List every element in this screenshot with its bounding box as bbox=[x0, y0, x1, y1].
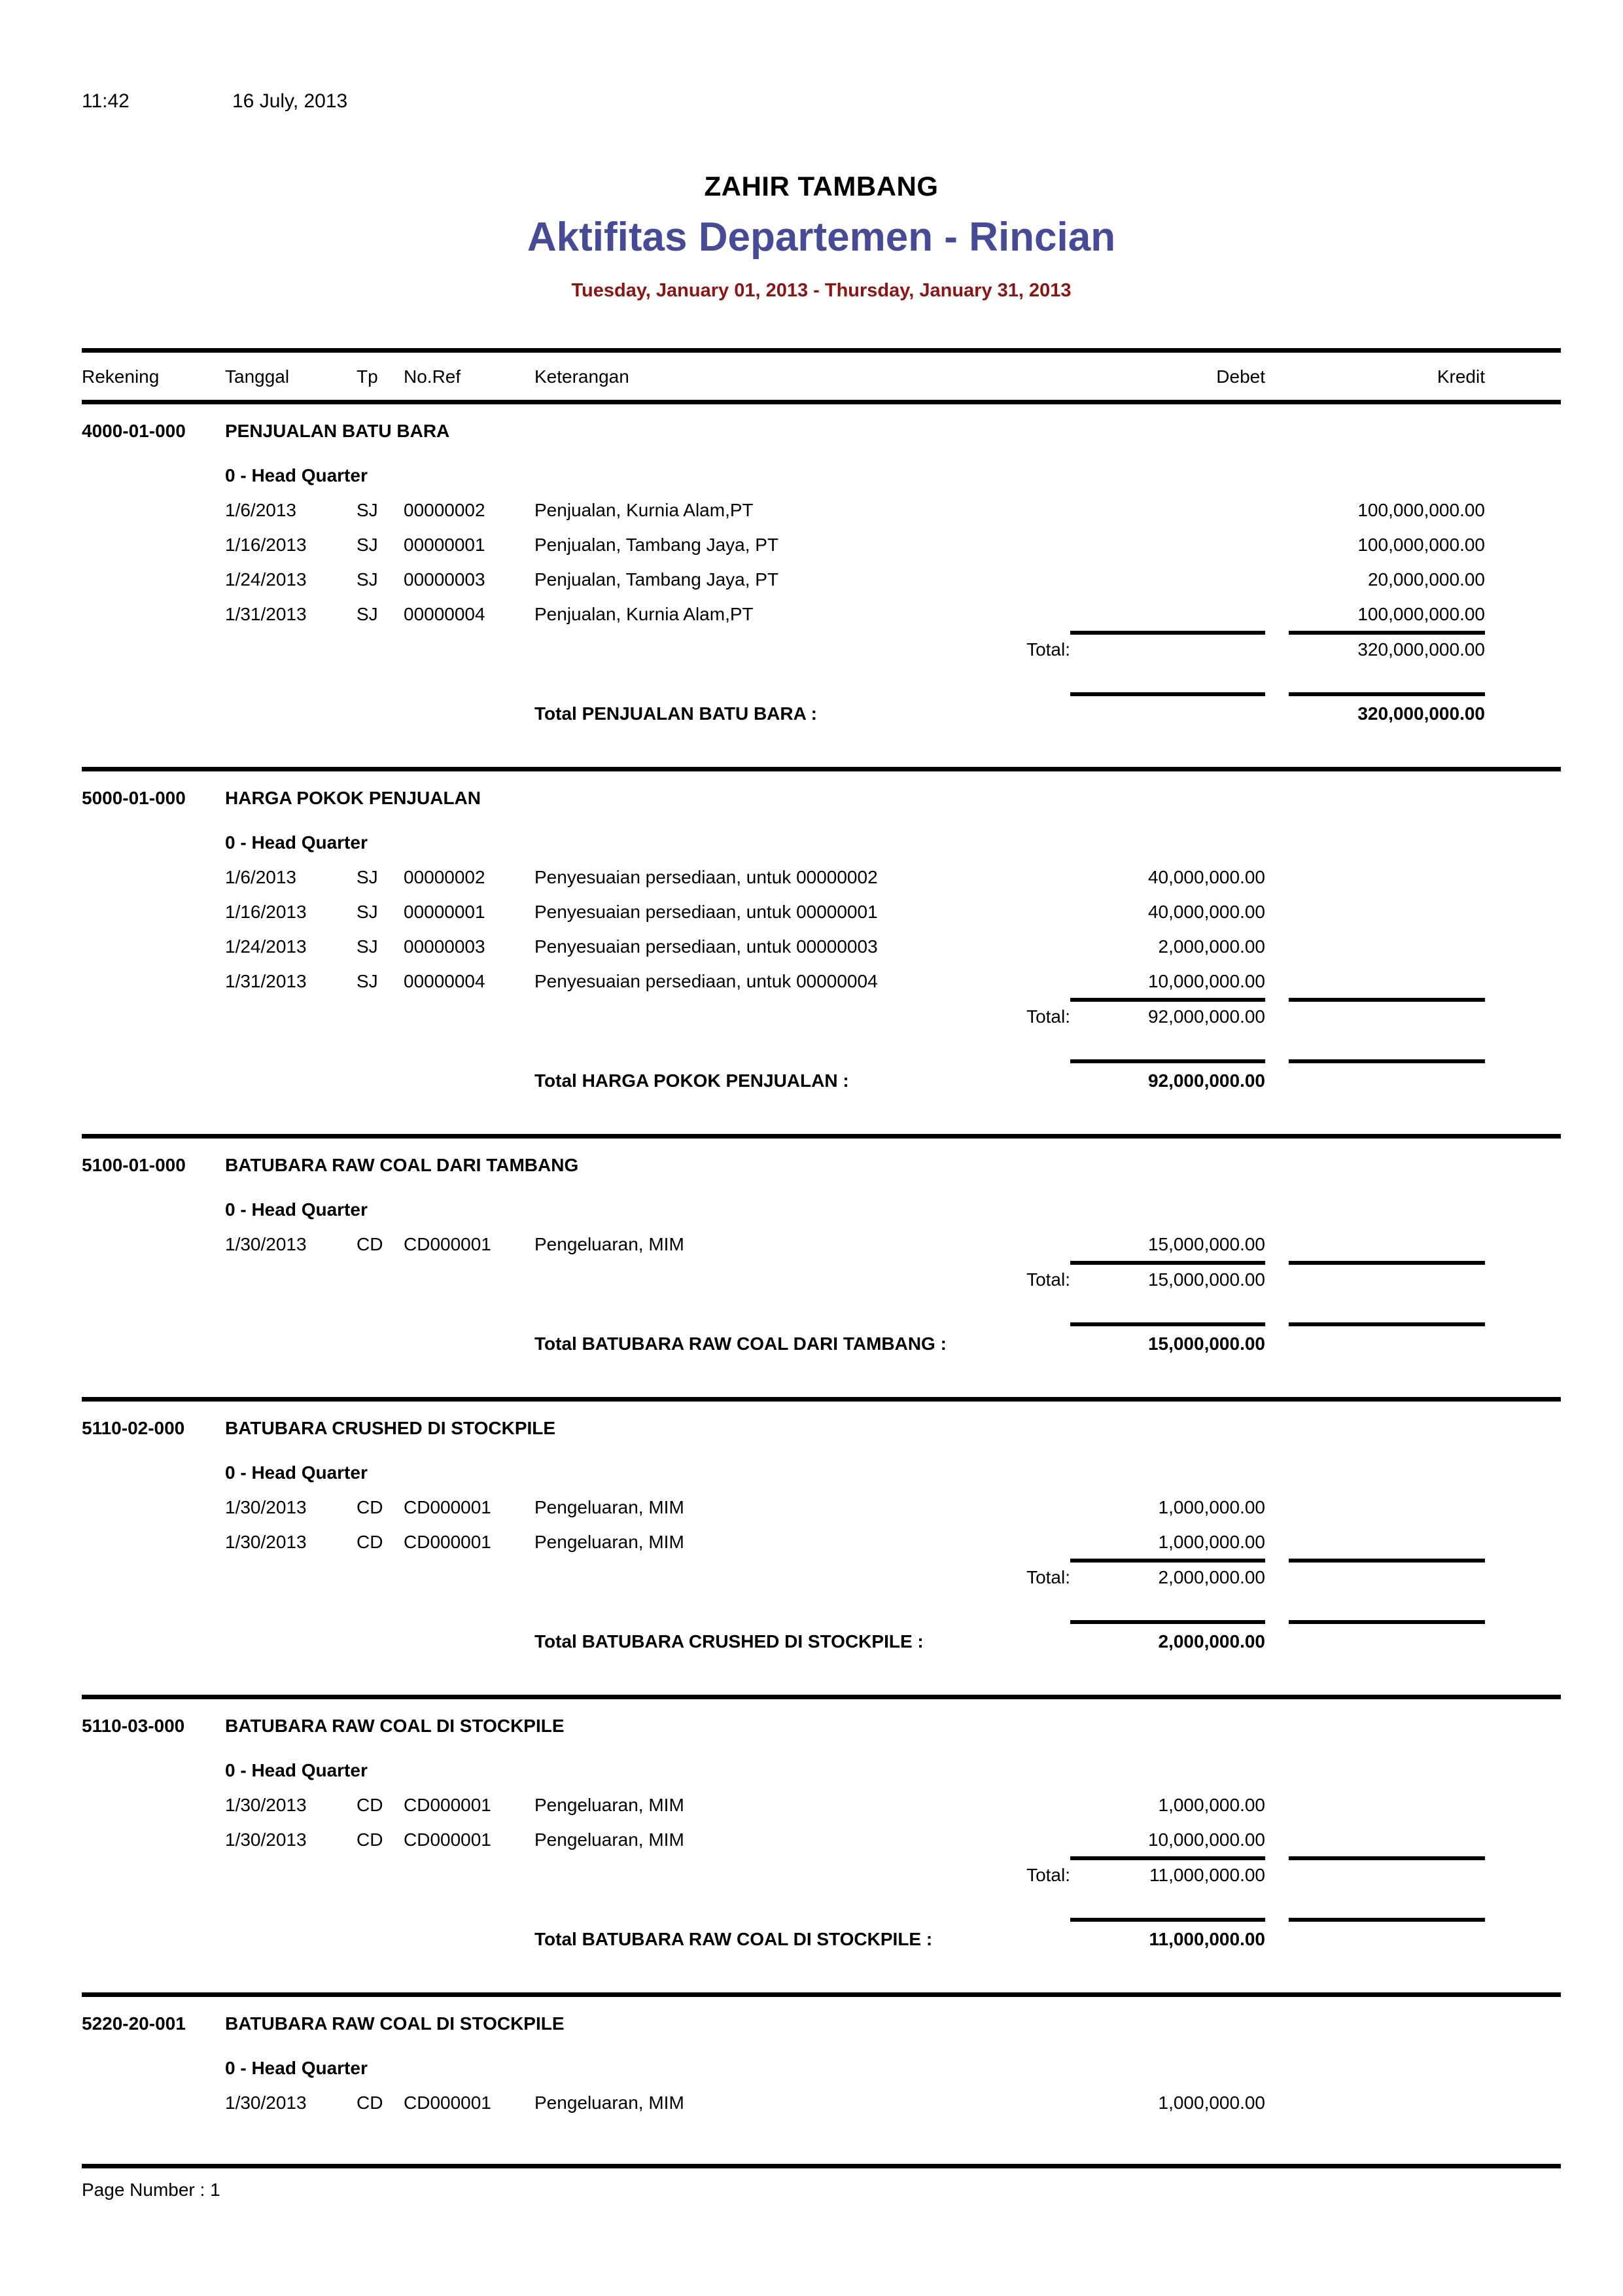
transaction-row bbox=[82, 2093, 1561, 2113]
column-header-kredit: Kredit bbox=[1437, 366, 1485, 387]
subtotal-row bbox=[82, 640, 1561, 660]
account-header-row bbox=[82, 1156, 1561, 1175]
subtotal-label: Total: bbox=[1026, 1006, 1070, 1027]
debet-rule bbox=[1070, 1261, 1265, 1265]
cell-noref: CD000001 bbox=[404, 1829, 491, 1850]
account-header-row bbox=[82, 788, 1561, 808]
cell-tp: SJ bbox=[357, 500, 378, 520]
section-total-label: Total BATUBARA RAW COAL DARI TAMBANG : bbox=[534, 1333, 947, 1354]
section-total-row bbox=[82, 1632, 1561, 1651]
account-header-row bbox=[82, 421, 1561, 441]
column-header-noref: No.Ref bbox=[404, 366, 461, 387]
cell-kredit: 100,000,000.00 bbox=[1357, 604, 1485, 624]
account-code: 5110-03-000 bbox=[82, 1716, 185, 1736]
column-header-keterangan: Keterangan bbox=[534, 366, 629, 387]
section-total-kredit bbox=[1289, 1930, 1485, 1949]
department-row bbox=[82, 1761, 1561, 1780]
amount-rule-row bbox=[82, 1261, 1561, 1265]
kredit-rule bbox=[1289, 631, 1485, 635]
cell-debet: 10,000,000.00 bbox=[1147, 971, 1265, 991]
section-total-row bbox=[82, 1071, 1561, 1091]
section-total-kredit bbox=[1289, 1334, 1485, 1354]
cell-kredit bbox=[1289, 2093, 1485, 2113]
cell-tanggal: 1/31/2013 bbox=[225, 604, 307, 624]
amount-rule-row bbox=[82, 1918, 1561, 1922]
transaction-row bbox=[82, 501, 1561, 520]
cell-keterangan: Pengeluaran, MIM bbox=[534, 2093, 684, 2113]
cell-debet: 1,000,000.00 bbox=[1158, 1497, 1265, 1517]
subtotal-label: Total: bbox=[1026, 639, 1070, 660]
cell-debet: 15,000,000.00 bbox=[1147, 1234, 1265, 1254]
account-code: 5000-01-000 bbox=[82, 788, 186, 808]
subtotal-kredit bbox=[1289, 1865, 1485, 1885]
kredit-rule bbox=[1289, 692, 1485, 696]
account-code: 5110-02-000 bbox=[82, 1418, 185, 1438]
transaction-row bbox=[82, 1830, 1561, 1850]
transaction-row bbox=[82, 1795, 1561, 1815]
cell-kredit bbox=[1289, 1532, 1485, 1552]
cell-keterangan: Pengeluaran, MIM bbox=[534, 1829, 684, 1850]
transaction-row bbox=[82, 605, 1561, 624]
cell-keterangan: Penyesuaian persediaan, untuk 00000004 bbox=[534, 971, 878, 991]
section-total-label: Total BATUBARA RAW COAL DI STOCKPILE : bbox=[534, 1929, 933, 1949]
section-total-debet: 92,000,000.00 bbox=[1147, 1070, 1265, 1091]
account-name: PENJUALAN BATU BARA bbox=[225, 421, 450, 441]
account-section bbox=[82, 421, 1561, 724]
report-period: Tuesday, January 01, 2013 - Thursday, January 31, 2013 bbox=[571, 280, 1072, 301]
cell-keterangan: Penjualan, Tambang Jaya, PT bbox=[534, 569, 779, 590]
cell-keterangan: Penjualan, Tambang Jaya, PT bbox=[534, 535, 779, 555]
cell-keterangan: Penyesuaian persediaan, untuk 00000001 bbox=[534, 902, 878, 922]
subtotal-kredit bbox=[1289, 1568, 1485, 1587]
account-section bbox=[82, 1419, 1561, 1651]
department-row bbox=[82, 466, 1561, 486]
account-section bbox=[82, 1716, 1561, 1949]
cell-noref: CD000001 bbox=[404, 1497, 491, 1517]
cell-noref: 00000003 bbox=[404, 936, 485, 957]
cell-keterangan: Penjualan, Kurnia Alam,PT bbox=[534, 500, 754, 520]
section-total-debet: 2,000,000.00 bbox=[1158, 1631, 1265, 1651]
account-name: HARGA POKOK PENJUALAN bbox=[225, 788, 481, 808]
cell-noref: 00000003 bbox=[404, 569, 485, 590]
cell-debet: 40,000,000.00 bbox=[1147, 902, 1265, 922]
cell-tanggal: 1/30/2013 bbox=[225, 1829, 307, 1850]
report-title: Aktifitas Departemen - Rincian bbox=[527, 215, 1116, 260]
amount-rule-row bbox=[82, 1059, 1561, 1063]
transaction-row bbox=[82, 570, 1561, 590]
transaction-row bbox=[82, 1235, 1561, 1254]
cell-keterangan: Pengeluaran, MIM bbox=[534, 1532, 684, 1552]
cell-tanggal: 1/31/2013 bbox=[225, 971, 307, 991]
cell-noref: CD000001 bbox=[404, 1532, 491, 1552]
account-name: BATUBARA RAW COAL DARI TAMBANG bbox=[225, 1155, 579, 1175]
column-gap bbox=[1265, 367, 1289, 387]
department-row bbox=[82, 2058, 1561, 2078]
debet-rule bbox=[1070, 1059, 1265, 1063]
cell-debet bbox=[1070, 501, 1265, 520]
subtotal-row bbox=[82, 1568, 1561, 1587]
cell-tanggal: 1/24/2013 bbox=[225, 569, 307, 590]
cell-tp: SJ bbox=[357, 971, 378, 991]
account-section bbox=[82, 2014, 1561, 2113]
section-divider bbox=[82, 1695, 1561, 1699]
cell-keterangan: Pengeluaran, MIM bbox=[534, 1234, 684, 1254]
cell-noref: 00000002 bbox=[404, 500, 485, 520]
transaction-row bbox=[82, 902, 1561, 922]
department-label: 0 - Head Quarter bbox=[225, 1760, 368, 1780]
subtotal-kredit bbox=[1289, 1270, 1485, 1290]
subtotal-kredit: 320,000,000.00 bbox=[1357, 639, 1485, 660]
cell-tanggal: 1/30/2013 bbox=[225, 1532, 307, 1552]
cell-kredit: 100,000,000.00 bbox=[1357, 500, 1485, 520]
department-label: 0 - Head Quarter bbox=[225, 2058, 368, 2078]
cell-kredit bbox=[1289, 1830, 1485, 1850]
amount-rule-row bbox=[82, 1322, 1561, 1326]
department-row bbox=[82, 1200, 1561, 1220]
account-code: 4000-01-000 bbox=[82, 421, 186, 441]
cell-tanggal: 1/16/2013 bbox=[225, 902, 307, 922]
cell-kredit bbox=[1289, 902, 1485, 922]
account-header-row bbox=[82, 1716, 1561, 1736]
column-header-debet: Debet bbox=[1216, 366, 1265, 387]
account-name: BATUBARA CRUSHED DI STOCKPILE bbox=[225, 1418, 556, 1438]
cell-keterangan: Penyesuaian persediaan, untuk 00000003 bbox=[534, 936, 878, 957]
section-divider bbox=[82, 1397, 1561, 1402]
sections-container bbox=[82, 421, 1561, 2113]
cell-keterangan: Pengeluaran, MIM bbox=[534, 1497, 684, 1517]
cell-tp: CD bbox=[357, 1532, 383, 1552]
print-time: 11:42 bbox=[82, 90, 130, 112]
section-total-row bbox=[82, 1930, 1561, 1949]
amount-rule-row bbox=[82, 1620, 1561, 1624]
cell-tp: SJ bbox=[357, 535, 378, 555]
section-total-debet: 15,000,000.00 bbox=[1147, 1333, 1265, 1354]
cell-tanggal: 1/24/2013 bbox=[225, 936, 307, 957]
kredit-rule bbox=[1289, 1856, 1485, 1860]
amount-rule-row bbox=[82, 998, 1561, 1002]
cell-noref: CD000001 bbox=[404, 1795, 491, 1815]
cell-noref: 00000004 bbox=[404, 604, 485, 624]
cell-tanggal: 1/30/2013 bbox=[225, 2093, 307, 2113]
subtotal-label: Total: bbox=[1026, 1567, 1070, 1587]
table-header-row bbox=[82, 348, 1561, 404]
subtotal-row bbox=[82, 1270, 1561, 1290]
amount-rule-row bbox=[82, 631, 1561, 635]
cell-tp: CD bbox=[357, 2093, 383, 2113]
kredit-rule bbox=[1289, 1918, 1485, 1922]
cell-tp: SJ bbox=[357, 569, 378, 590]
amount-rule-row bbox=[82, 1856, 1561, 1860]
section-divider bbox=[82, 767, 1561, 771]
subtotal-debet: 11,000,000.00 bbox=[1149, 1865, 1265, 1885]
cell-debet bbox=[1070, 605, 1265, 624]
cell-kredit: 20,000,000.00 bbox=[1367, 569, 1485, 590]
transaction-row bbox=[82, 1498, 1561, 1517]
cell-tanggal: 1/6/2013 bbox=[225, 867, 296, 887]
cell-tanggal: 1/30/2013 bbox=[225, 1497, 307, 1517]
cell-keterangan: Penyesuaian persediaan, untuk 00000002 bbox=[534, 867, 878, 887]
cell-debet: 1,000,000.00 bbox=[1158, 2093, 1265, 2113]
section-total-row bbox=[82, 1334, 1561, 1354]
company-name: ZAHIR TAMBANG bbox=[704, 171, 939, 202]
cell-kredit bbox=[1289, 937, 1485, 957]
cell-tp: SJ bbox=[357, 604, 378, 624]
section-total-label: Total BATUBARA CRUSHED DI STOCKPILE : bbox=[534, 1631, 924, 1651]
account-code: 5100-01-000 bbox=[82, 1155, 186, 1175]
kredit-rule bbox=[1289, 998, 1485, 1002]
print-header bbox=[82, 0, 1561, 114]
department-row bbox=[82, 833, 1561, 853]
cell-kredit bbox=[1289, 1235, 1485, 1254]
cell-debet: 40,000,000.00 bbox=[1147, 867, 1265, 887]
kredit-rule bbox=[1289, 1059, 1485, 1063]
department-label: 0 - Head Quarter bbox=[225, 1462, 368, 1483]
column-header-tp: Tp bbox=[357, 366, 378, 387]
kredit-rule bbox=[1289, 1620, 1485, 1624]
cell-debet: 2,000,000.00 bbox=[1158, 936, 1265, 957]
subtotal-label: Total: bbox=[1026, 1269, 1070, 1290]
section-total-debet bbox=[1070, 704, 1265, 724]
section-divider bbox=[82, 1992, 1561, 1997]
department-label: 0 - Head Quarter bbox=[225, 465, 368, 486]
transaction-row bbox=[82, 1532, 1561, 1552]
debet-rule bbox=[1070, 1856, 1265, 1860]
subtotal-debet: 92,000,000.00 bbox=[1147, 1006, 1265, 1027]
department-row bbox=[82, 1463, 1561, 1483]
subtotal-row bbox=[82, 1007, 1561, 1027]
footer-rule bbox=[82, 2164, 1561, 2168]
cell-debet: 10,000,000.00 bbox=[1147, 1829, 1265, 1850]
section-divider bbox=[82, 1134, 1561, 1139]
kredit-rule bbox=[1289, 1322, 1485, 1326]
cell-kredit bbox=[1289, 1498, 1485, 1517]
subtotal-row bbox=[82, 1865, 1561, 1885]
cell-debet: 1,000,000.00 bbox=[1158, 1795, 1265, 1815]
account-header-row bbox=[82, 2014, 1561, 2034]
cell-keterangan: Penjualan, Kurnia Alam,PT bbox=[534, 604, 754, 624]
section-total-kredit: 320,000,000.00 bbox=[1357, 703, 1485, 724]
cell-tanggal: 1/30/2013 bbox=[225, 1234, 307, 1254]
cell-keterangan: Pengeluaran, MIM bbox=[534, 1795, 684, 1815]
print-date: 16 July, 2013 bbox=[232, 90, 348, 112]
transaction-row bbox=[82, 937, 1561, 957]
section-total-row bbox=[82, 704, 1561, 724]
subtotal-kredit bbox=[1289, 1007, 1485, 1027]
column-header-rekening: Rekening bbox=[82, 366, 160, 387]
cell-tp: SJ bbox=[357, 936, 378, 957]
amount-rule-row bbox=[82, 692, 1561, 696]
cell-tp: CD bbox=[357, 1497, 383, 1517]
section-total-kredit bbox=[1289, 1071, 1485, 1091]
section-total-kredit bbox=[1289, 1632, 1485, 1651]
cell-debet bbox=[1070, 570, 1265, 590]
subtotal-debet: 2,000,000.00 bbox=[1158, 1567, 1265, 1587]
cell-noref: 00000001 bbox=[404, 535, 485, 555]
department-label: 0 - Head Quarter bbox=[225, 832, 368, 853]
account-header-row bbox=[82, 1419, 1561, 1438]
kredit-rule bbox=[1289, 1559, 1485, 1563]
cell-noref: CD000001 bbox=[404, 2093, 491, 2113]
department-label: 0 - Head Quarter bbox=[225, 1199, 368, 1220]
debet-rule bbox=[1070, 1620, 1265, 1624]
debet-rule bbox=[1070, 1918, 1265, 1922]
cell-noref: 00000004 bbox=[404, 971, 485, 991]
cell-noref: CD000001 bbox=[404, 1234, 491, 1254]
account-section bbox=[82, 1156, 1561, 1354]
cell-tp: CD bbox=[357, 1829, 383, 1850]
account-name: BATUBARA RAW COAL DI STOCKPILE bbox=[225, 1716, 565, 1736]
cell-tanggal: 1/16/2013 bbox=[225, 535, 307, 555]
section-total-debet: 11,000,000.00 bbox=[1149, 1929, 1265, 1949]
cell-tanggal: 1/6/2013 bbox=[225, 500, 296, 520]
cell-tp: CD bbox=[357, 1234, 383, 1254]
transaction-row bbox=[82, 868, 1561, 887]
kredit-rule bbox=[1289, 1261, 1485, 1265]
amount-rule-row bbox=[82, 1559, 1561, 1563]
cell-kredit bbox=[1289, 972, 1485, 991]
cell-tp: SJ bbox=[357, 902, 378, 922]
cell-tanggal: 1/30/2013 bbox=[225, 1795, 307, 1815]
cell-kredit: 100,000,000.00 bbox=[1357, 535, 1485, 555]
debet-rule bbox=[1070, 631, 1265, 635]
cell-tp: CD bbox=[357, 1795, 383, 1815]
cell-debet: 1,000,000.00 bbox=[1158, 1532, 1265, 1552]
account-code: 5220-20-001 bbox=[82, 2013, 186, 2034]
cell-noref: 00000002 bbox=[404, 867, 485, 887]
section-total-label: Total PENJUALAN BATU BARA : bbox=[534, 703, 817, 724]
subtotal-debet bbox=[1070, 640, 1265, 660]
cell-tp: SJ bbox=[357, 867, 378, 887]
section-total-label: Total HARGA POKOK PENJUALAN : bbox=[534, 1070, 849, 1091]
debet-rule bbox=[1070, 1322, 1265, 1326]
cell-kredit bbox=[1289, 868, 1485, 887]
page-number: Page Number : 1 bbox=[82, 2180, 220, 2200]
subtotal-label: Total: bbox=[1026, 1865, 1070, 1885]
column-header-tanggal: Tanggal bbox=[225, 366, 290, 387]
cell-debet bbox=[1070, 535, 1265, 555]
subtotal-debet: 15,000,000.00 bbox=[1147, 1269, 1265, 1290]
transaction-row bbox=[82, 972, 1561, 991]
account-name: BATUBARA RAW COAL DI STOCKPILE bbox=[225, 2013, 565, 2034]
debet-rule bbox=[1070, 1559, 1265, 1563]
account-section bbox=[82, 788, 1561, 1091]
debet-rule bbox=[1070, 692, 1265, 696]
cell-kredit bbox=[1289, 1795, 1485, 1815]
debet-rule bbox=[1070, 998, 1265, 1002]
cell-noref: 00000001 bbox=[404, 902, 485, 922]
transaction-row bbox=[82, 535, 1561, 555]
